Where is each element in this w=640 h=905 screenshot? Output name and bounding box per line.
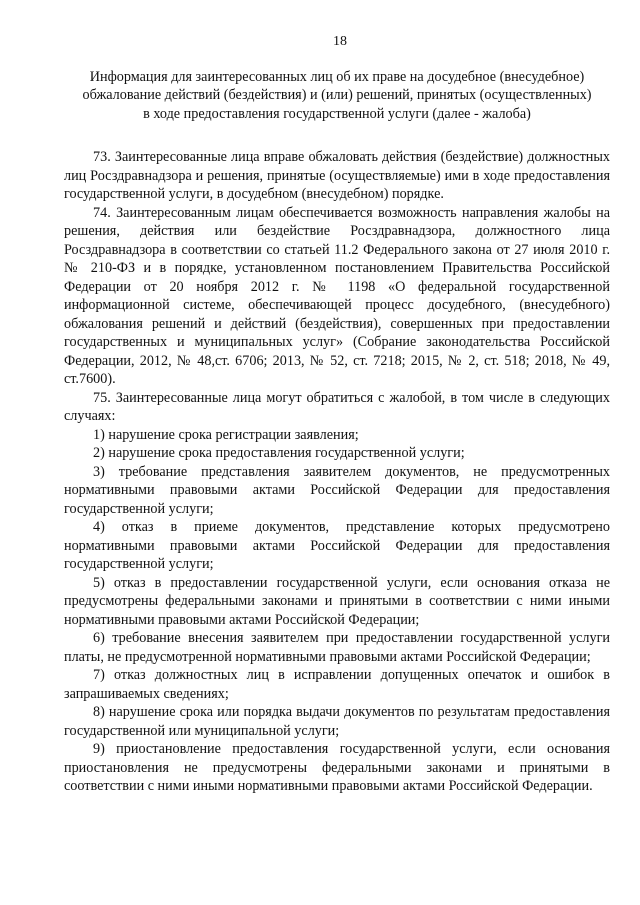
list-item-8: 8) нарушение срока или порядка выдачи документов по результатам предоставления государственной или муниципальной услуги; [64, 704, 610, 739]
list-item-3: 3) требование представления заявителем документов, не предусмотренных нормативными правовыми актами Российской Федерации для предоставления государственной услуги; [64, 463, 610, 517]
page-number: 18 [333, 34, 347, 49]
list-item-7: 7) отказ должностных лиц в исправлении допущенных опечаток и ошибок в запрашиваемых сведениях; [64, 667, 610, 702]
heading-line: в ходе предоставления государственной услуги (далее - жалоба) [143, 105, 531, 122]
list-item-4: 4) отказ в приеме документов, представление которых предусмотрено нормативными правовыми актами Российской Федерации для предоставления государственной услуги; [64, 519, 610, 573]
paragraph-75: 75. Заинтересованные лица могут обратиться с жалобой, в том числе в следующих случаях: [64, 389, 610, 425]
body-text [64, 148, 610, 796]
list-item-9: 9) приостановление предоставления государственной услуги, если основания приостановления не предусмотрены федеральными законами и принятыми в соответствии с ними иными нормативными правовыми актами Российской Федерации. [64, 741, 610, 795]
paragraph-74: 74. Заинтересованным лицам обеспечивается возможность направления жалобы на решения, действия или бездействие Росздравнадзора, должностного лица Росздравнадзора в соответствии со статьей 11.2 Федерального закона от 27 июля 2010 г. № 210-ФЗ и в порядке, установленном постановлением Правительства Российской Федерации от 20 ноября 2012 г. № 1198 «О федеральной государственной информационной системе, обеспечивающей процесс досудебного, (внесудебного) обжалования решений и действий (бездействия), совершенных при предоставлении государственных и муниципальных услуг» (Собрание законодательства Российской Федерации, 2012, № 48,ст. 6706; 2013, № 52, ст. 7218; 2015, № 2, ст. 518; 2018, № 49, ст.7600). [64, 204, 610, 388]
paragraph-73: 73. Заинтересованные лица вправе обжаловать действия (бездействие) должностных лиц Росздравнадзора и решения, принятые (осуществляемые) ими в ходе предоставления государственной услуги, в досудебном (внесудебном) порядке. [64, 149, 610, 203]
section-heading [64, 68, 610, 123]
list-item-2: 2) нарушение срока предоставления государственной услуги; [93, 445, 465, 462]
list-item-1: 1) нарушение срока регистрации заявления; [93, 426, 359, 443]
heading-line: обжалование действий (бездействия) и (или) решений, принятых (осуществленных) [82, 87, 592, 104]
list-item-6: 6) требование внесения заявителем при предоставлении государственной услуги платы, не предусмотренной нормативными правовыми актами Российской Федерации; [64, 630, 610, 665]
list-item-5: 5) отказ в предоставлении государственной услуги, если основания отказа не предусмотрены федеральными законами и принятыми в соответствии с ними иными нормативными правовыми актами Российской Федерации; [64, 574, 610, 628]
heading-line: Информация для заинтересованных лиц об их праве на досудебное (внесудебное) [89, 69, 585, 85]
